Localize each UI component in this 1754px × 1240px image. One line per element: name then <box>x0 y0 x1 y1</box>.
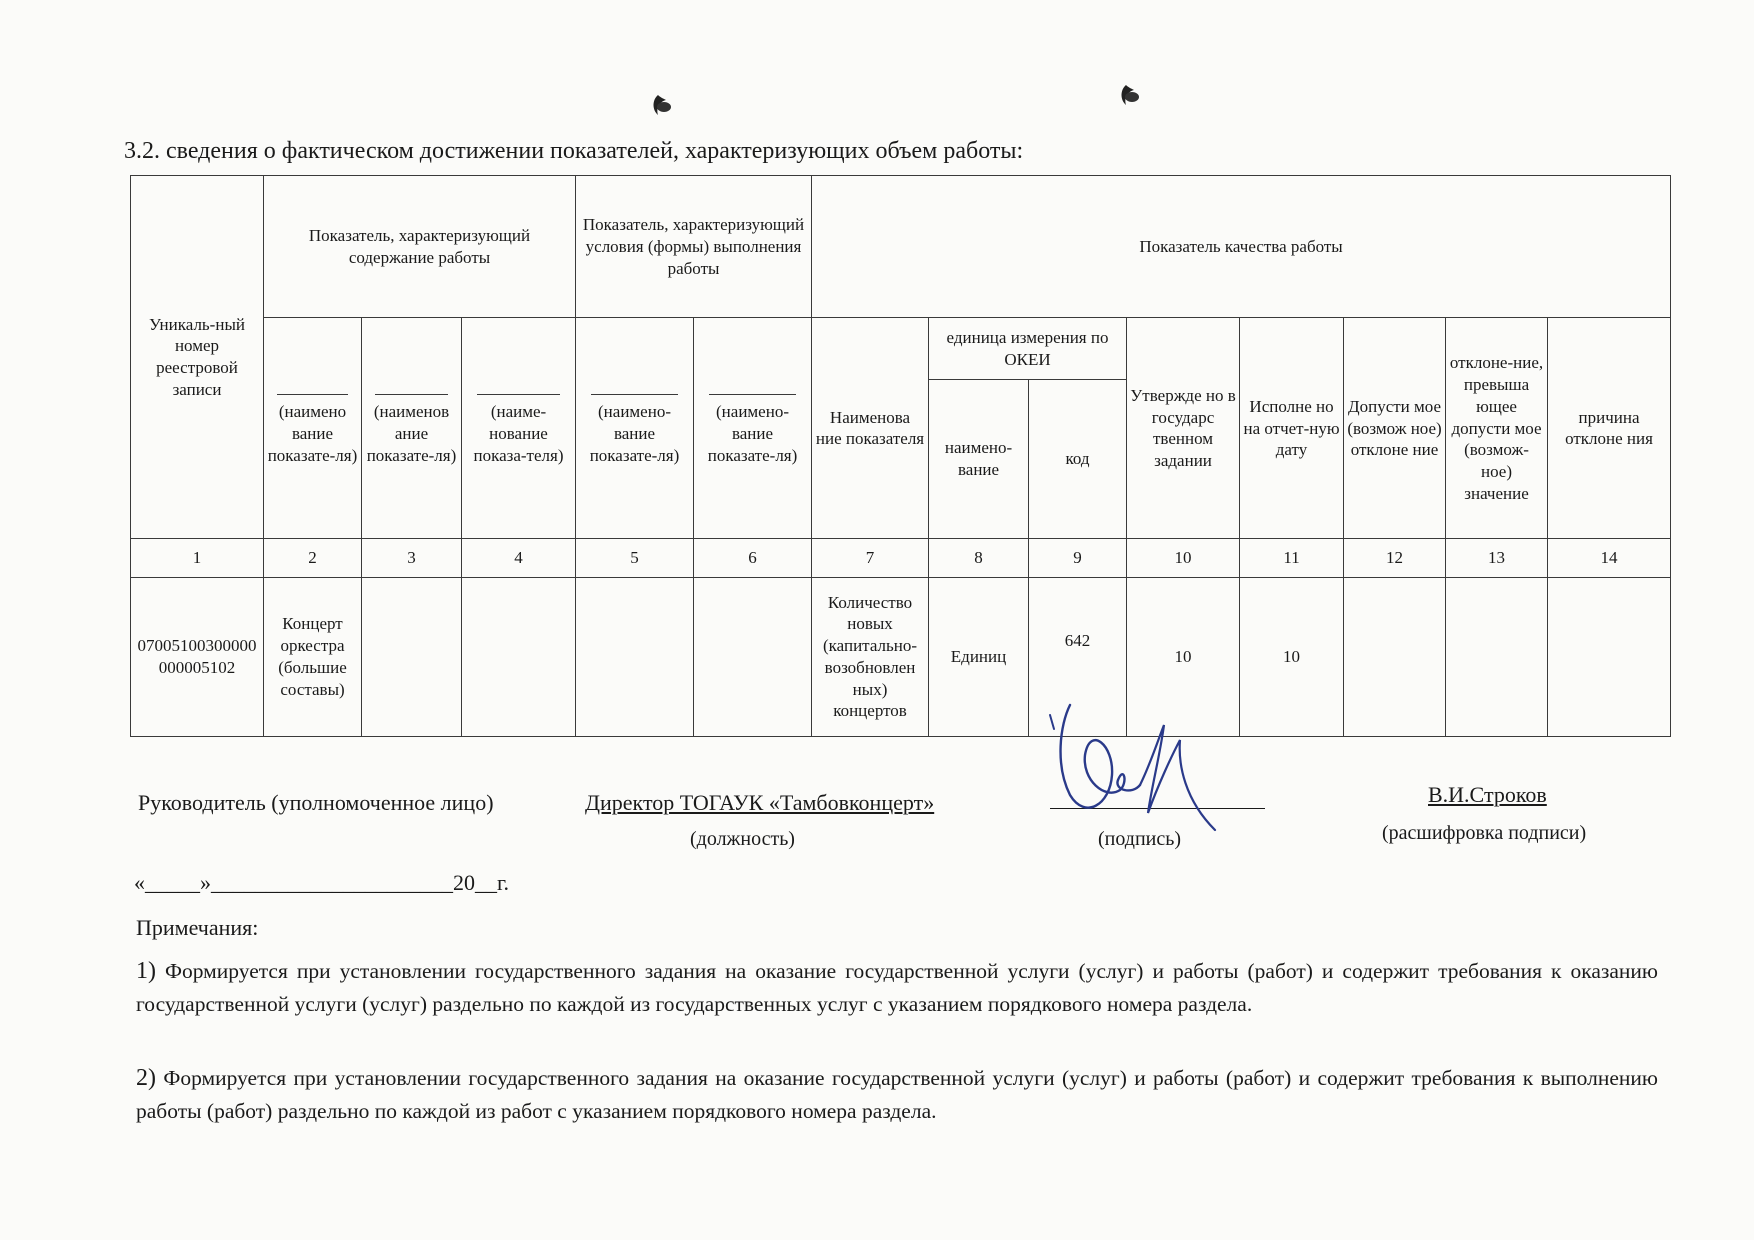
cell-condition-2 <box>694 577 812 736</box>
cell-condition-1 <box>576 577 694 736</box>
cell-indicator: Количество новых (капитально-возобновлен ных) концертов <box>812 577 929 736</box>
col-header-exceeding-deviation: отклоне-ние, превыша ющее допусти мое (возмож-ное) значение <box>1446 318 1548 539</box>
cell-unit-name: Единиц <box>929 577 1029 736</box>
col-header-allowed-deviation: Допусти мое (возмож ное) отклоне ние <box>1344 318 1446 539</box>
column-number: 9 <box>1029 539 1127 577</box>
column-number: 14 <box>1548 539 1671 577</box>
column-number: 8 <box>929 539 1029 577</box>
note-item <box>136 1062 1658 1126</box>
col-header-condition-1: (наимено-вание показате-ля) <box>576 318 694 539</box>
cell-executed: 10 <box>1240 577 1344 736</box>
column-number: 2 <box>264 539 362 577</box>
col-header-unit-group: единица измерения по ОКЕИ <box>929 318 1127 380</box>
col-header-condition-2: (наимено-вание показате-ля) <box>694 318 812 539</box>
cell-deviation-reason <box>1548 577 1671 736</box>
column-number: 7 <box>812 539 929 577</box>
column-number: 12 <box>1344 539 1446 577</box>
col-header-approved: Утвержде но в государс твенном задании <box>1127 318 1240 539</box>
cell-content-2 <box>362 577 462 736</box>
cell-content-3 <box>462 577 576 736</box>
col-header-unit-code: код <box>1029 380 1127 539</box>
name-value: В.И.Строков <box>1428 782 1547 807</box>
note-mark: 2) <box>136 1065 156 1091</box>
punch-hole-right <box>1118 82 1144 108</box>
column-number: 13 <box>1446 539 1548 577</box>
cell-unique-number: 07005100300000000005102 <box>131 577 264 736</box>
col-header-deviation-reason: причина отклоне ния <box>1548 318 1671 539</box>
cell-unit-code: 642 <box>1029 577 1127 736</box>
col-header-indicator-name: Наименова ние показателя <box>812 318 929 539</box>
col-header-content-2: (наименов ание показате-ля) <box>362 318 462 539</box>
col-header-executed: Исполне но на отчет-ную дату <box>1240 318 1344 539</box>
column-number: 3 <box>362 539 462 577</box>
note-item <box>136 955 1658 1019</box>
col-header-content-1: (наимено вание показате-ля) <box>264 318 362 539</box>
handwritten-signature <box>1040 685 1280 845</box>
column-number: 10 <box>1127 539 1240 577</box>
col-header-content-group: Показатель, характеризующий содержание работы <box>264 176 576 318</box>
punch-hole-left <box>650 92 676 118</box>
col-header-unit-name: наимено-вание <box>929 380 1029 539</box>
date-line: «_____»______________________20__г. <box>134 870 510 895</box>
column-number: 11 <box>1240 539 1344 577</box>
notes-title: Примечания: <box>136 915 259 940</box>
column-number: 5 <box>576 539 694 577</box>
col-header-conditions-group: Показатель, характеризующий условия (формы) выполнения работы <box>576 176 812 318</box>
position-value: Директор ТОГАУК «Тамбовконцерт» <box>585 790 935 815</box>
col-header-unique-number: Уникаль-ный номер реестровой записи <box>131 176 264 539</box>
section-title: 3.2. сведения о фактическом достижении показателей, характеризующих объем работы: <box>124 138 1024 164</box>
cell-exceeding-deviation <box>1446 577 1548 736</box>
work-volume-table <box>130 175 1671 737</box>
position-caption: (должность) <box>690 828 795 850</box>
column-numbers-row <box>131 539 1671 577</box>
cell-content-1: Концерт оркестра (большие составы) <box>264 577 362 736</box>
col-header-quality-group: Показатель качества работы <box>812 176 1671 318</box>
name-caption: (расшифровка подписи) <box>1382 822 1587 844</box>
cell-approved: 10 <box>1127 577 1240 736</box>
cell-allowed-deviation <box>1344 577 1446 736</box>
note-mark: 1) <box>136 958 156 984</box>
signature-caption: (подпись) <box>1098 828 1182 850</box>
table-row <box>131 577 1671 736</box>
note-text: Формируется при установлении государственного задания на оказание государственной услуги (услуг) и работы (работ) и содержит требования к оказанию государственной услуги (услуг) раздельно по каждой из государственных услуг с указанием порядкового номера раздела. <box>136 959 1658 1016</box>
note-text: Формируется при установлении государственного задания на оказание государственной услуги (услуг) и работы (работ) и содержит требования к выполнению работы (работ) раздельно по каждой из работ с указанием порядкового номера раздела. <box>136 1066 1658 1123</box>
column-number: 6 <box>694 539 812 577</box>
column-number: 4 <box>462 539 576 577</box>
column-number: 1 <box>131 539 264 577</box>
head-label: Руководитель (уполномоченное лицо) <box>138 790 494 815</box>
col-header-content-3: (наиме-нование показа-теля) <box>462 318 576 539</box>
